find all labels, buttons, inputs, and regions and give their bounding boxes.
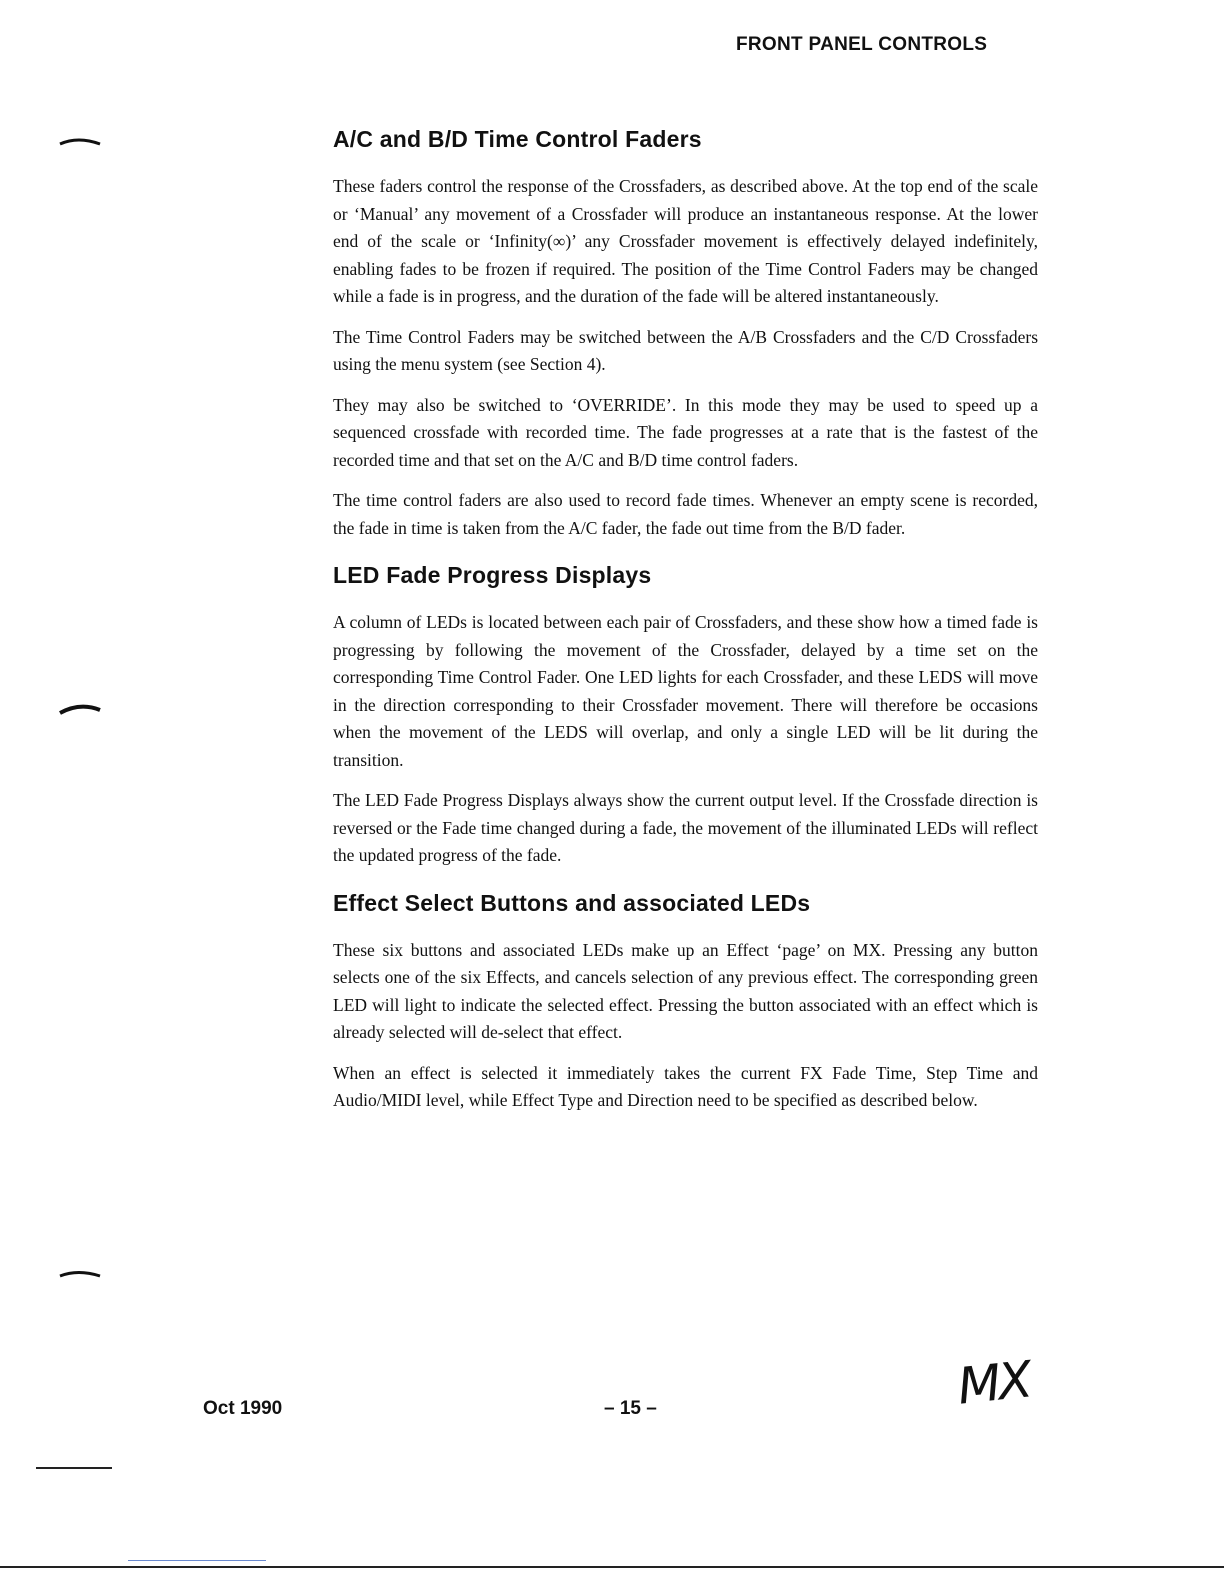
paragraph: The LED Fade Progress Displays always show the current output level. If the Crossfade direction is reversed or the Fade time changed during a fade, the movement of the illuminated LEDs will reflect the updated progress of the fade. — [333, 790, 1038, 865]
paragraph: They may also be switched to ‘OVERRIDE’. In this mode they may be used to speed up a sequenced crossfade with recorded time. The fade progresses at a rate that is the fastest of the recorded time and that set on the A/C and B/D time control faders. — [333, 394, 1038, 470]
paragraph: When an effect is selected it immediately takes the current FX Fade Time, Step Time and Audio/MIDI level, while Effect Type and Direction need to be specified as described below. — [333, 1062, 1038, 1110]
paragraph: A column of LEDs is located between each pair of Crossfaders, and these show how a timed fade is progressing by following the movement of the Crossfader, delayed by a time set on the corresponding Time Control Fader. One LED lights for each Crossfader, and these LEDS will move in the direction corresponding to their Crossfader movement. There will therefore be occasions when the movement of the LEDS will overlap, and only a single LED will be lit during the transition. — [333, 612, 1038, 770]
mx-logo: MX — [955, 1350, 1033, 1416]
margin-mark — [58, 1266, 102, 1280]
section-title: A/C and B/D Time Control Faders — [333, 126, 702, 152]
paragraph: These six buttons and associated LEDs make up an Effect ‘page’ on MX. Pressing any button selects one of the six Effects, and cancels selection of any previous effect. The corresponding green LED will light to indicate the selected effect. Pressing the button associated with an effect which is already selected will de-select that effect. — [333, 939, 1038, 1042]
margin-mark — [58, 702, 102, 716]
paragraph: The time control faders are also used to record fade times. Whenever an empty scene is recorded, the fade in time is taken from the A/C fader, the fade out time from the B/D fader. — [333, 490, 1038, 538]
page-number: – 15 – — [604, 1398, 657, 1419]
paragraph: The Time Control Faders may be switched between the A/B Crossfaders and the C/D Crossfaders using the menu system (see Section 4). — [333, 326, 1038, 374]
page-body — [333, 126, 1038, 1128]
footer-date: Oct 1990 — [203, 1398, 283, 1419]
section-title: LED Fade Progress Displays — [333, 562, 652, 588]
running-header: FRONT PANEL CONTROLS — [736, 34, 988, 55]
scan-rule — [0, 1566, 1224, 1568]
scan-rule — [36, 1467, 112, 1469]
margin-mark — [58, 134, 102, 148]
scan-rule — [128, 1560, 266, 1561]
section-title: Effect Select Buttons and associated LEDs — [333, 889, 811, 916]
paragraph: These faders control the response of the Crossfaders, as described above. At the top end of the scale or ‘Manual’ any movement of a Crossfader will produce an instantaneous response. At the lower end of the scale or ‘Infinity(∞)’ any Crossfader movement is effectively delayed indefinitely, enabling fades to be frozen if required. The position of the Time Control Faders may be changed while a fade is in progress, and the duration of the fade will be altered instantaneously. — [333, 176, 1038, 306]
